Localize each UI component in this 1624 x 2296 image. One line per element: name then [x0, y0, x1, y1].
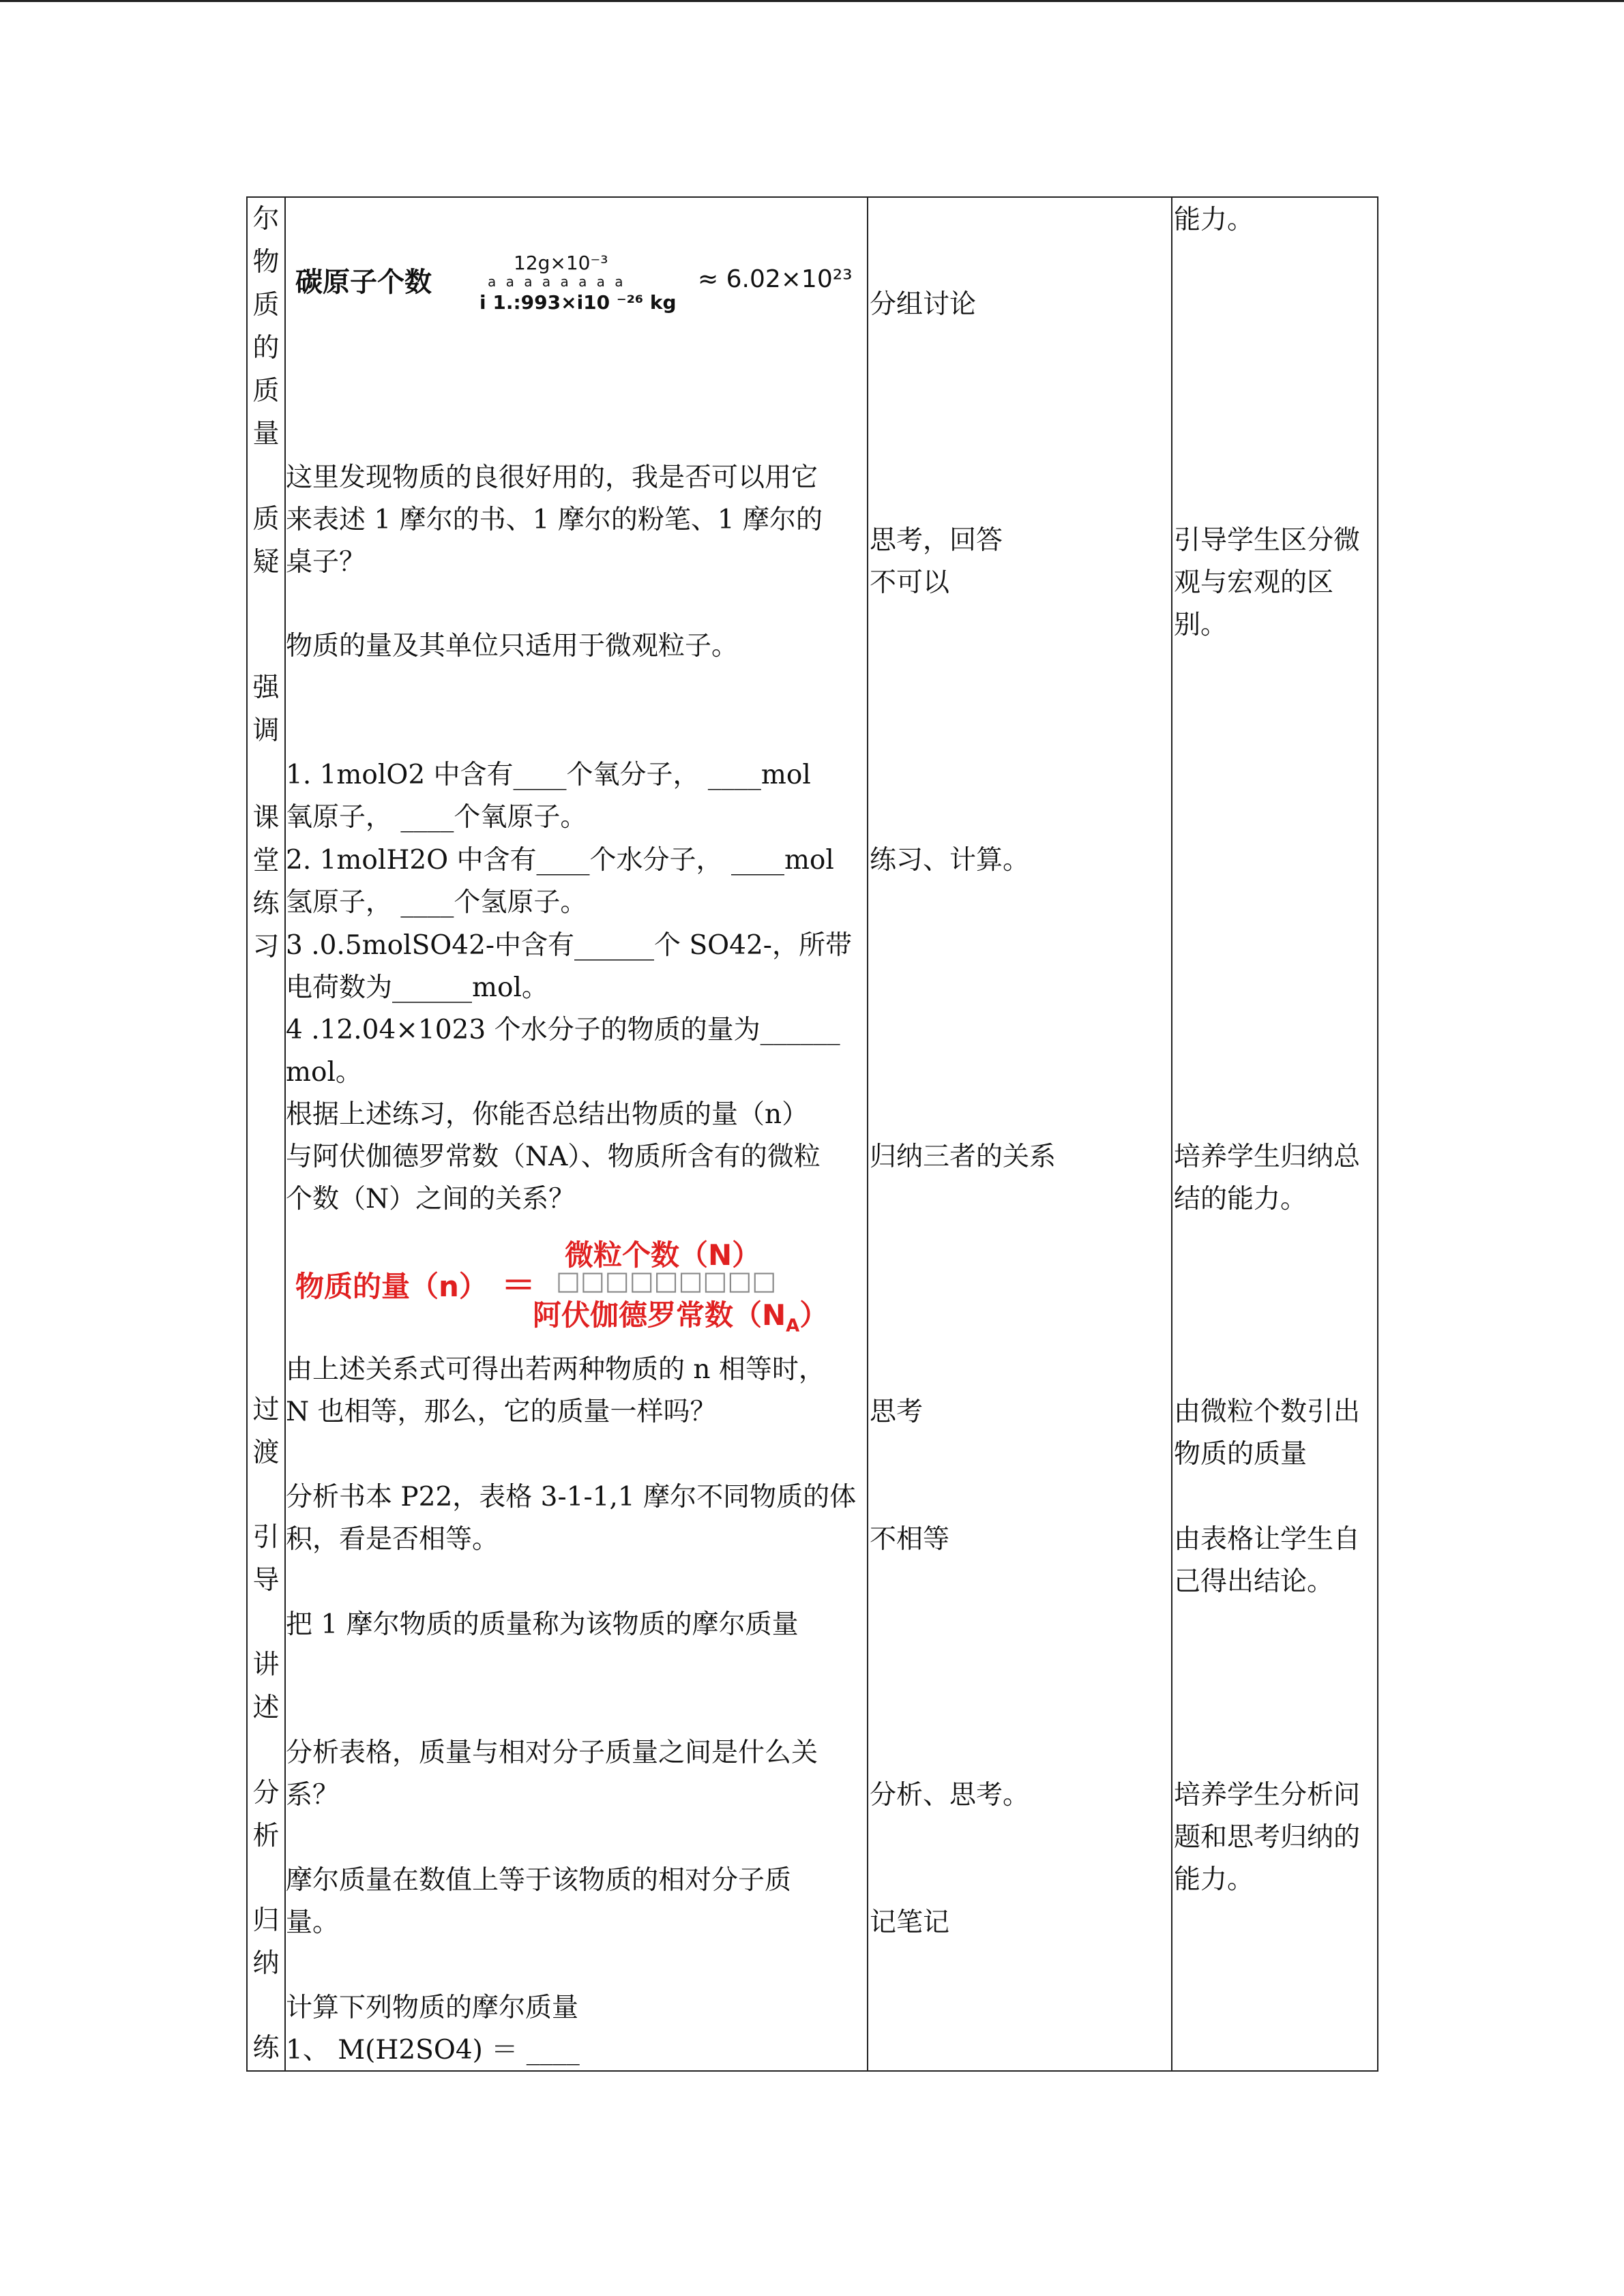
exercise-line: 2. 1molH2O 中含有____个水分子， ____mol: [286, 845, 834, 876]
student-activity: 分组讨论: [870, 289, 977, 320]
student-activity: 归纳三者的关系: [870, 1142, 1057, 1172]
page-top-border: [0, 0, 1624, 2]
section-label: 过 渡: [252, 1395, 280, 1468]
column-divider: [1171, 198, 1172, 2070]
analysis-question: 分析表格，质量与相对分子质量之间是什么关: [286, 1738, 818, 1768]
section-label: 讲 述: [252, 1650, 280, 1723]
exercise-line: 氢原子， ____个氢原子。: [286, 887, 587, 918]
student-activity: 练习、计算。: [870, 845, 1030, 876]
relation-numerator: 微粒个数（N）: [565, 1238, 761, 1272]
calculation-title: 计算下列物质的摩尔质量: [286, 1993, 579, 2023]
section-label: 强 调: [252, 672, 280, 746]
summary-question: 与阿伏伽德罗常数（NA）、物质所含有的微粒: [286, 1142, 821, 1172]
relation-denominator-subscript: A: [786, 1315, 800, 1337]
design-intent: 引导学生区分微: [1174, 525, 1361, 556]
design-intent: 培养学生分析问: [1174, 1780, 1361, 1810]
design-intent: 由表格让学生自: [1174, 1524, 1361, 1555]
formula-numerator: 12g×10⁻³: [514, 252, 608, 274]
summary-question: 根据上述练习，你能否总结出物质的量（n）: [286, 1099, 809, 1130]
question-line: 来表述 1 摩尔的书、1 摩尔的粉笔、1 摩尔的: [286, 505, 823, 535]
question-line: 桌子？: [286, 547, 366, 578]
exercise-line: 1. 1molO2 中含有____个氧分子， ____mol: [286, 760, 811, 790]
formula-dots: a a a a a a a a: [488, 273, 626, 290]
design-intent: 题和思考归纳的: [1174, 1822, 1361, 1853]
student-activity: 思考: [870, 1397, 924, 1427]
design-intent: 别。: [1174, 610, 1228, 640]
section-label: 尔 物 质 的 质 量: [252, 204, 280, 449]
question-line: 这里发现物质的良很好用的，我是否可以用它: [286, 462, 818, 493]
design-intent: 物质的质量: [1174, 1439, 1308, 1470]
formula-label: 碳原子个数: [295, 267, 432, 298]
design-intent: 能力。: [1174, 1864, 1254, 1895]
calculation-item: 1、 M(H2SO4) ＝ ____: [286, 2035, 580, 2066]
design-intent: 己得出结论。: [1174, 1566, 1334, 1597]
design-intent: 观与宏观的区: [1174, 567, 1334, 598]
design-intent: 能力。: [1174, 205, 1254, 235]
section-label: 分 析: [252, 1778, 280, 1851]
student-activity: 不可以: [870, 567, 950, 598]
design-intent: 由微粒个数引出: [1174, 1397, 1361, 1427]
emphasis-text: 物质的量及其单位只适用于微观粒子。: [286, 631, 739, 661]
analysis-question: 系？: [286, 1780, 340, 1810]
section-label: 归 纳: [252, 1905, 280, 1979]
column-divider: [867, 198, 868, 2070]
analysis-line: 积，看是否相等。: [286, 1524, 499, 1555]
section-label: 引 导: [252, 1522, 280, 1596]
relation-denominator-text: 阿伏伽德罗常数（N: [533, 1298, 786, 1332]
conclusion-text: 摩尔质量在数值上等于该物质的相对分子质: [286, 1865, 792, 1896]
relation-left: 物质的量（n）: [295, 1270, 488, 1303]
exercise-line: 电荷数为______mol。: [286, 972, 548, 1003]
design-intent: 培养学生归纳总: [1174, 1142, 1361, 1172]
student-activity: 思考，回答: [870, 525, 1003, 556]
relation-denominator: [533, 1294, 828, 1347]
exercise-line: 3 .0.5molSO42-中含有______个 SO42-，所带: [286, 930, 852, 961]
section-label: 课 堂 练 习: [252, 803, 280, 962]
student-activity: 分析、思考。: [870, 1780, 1030, 1810]
relation-boxes: □□□□□□□□□: [556, 1266, 777, 1296]
formula-denominator: i 1.:993×i10 ⁻²⁶ kg: [479, 291, 677, 314]
exercise-line: 4 .12.04×1023 个水分子的物质的量为______: [286, 1015, 840, 1045]
definition-text: 把 1 摩尔物质的质量称为该物质的摩尔质量: [286, 1609, 799, 1640]
lesson-plan-table: [246, 196, 1378, 2072]
formula-result: ≈ 6.02×10²³: [698, 265, 853, 293]
student-activity: 不相等: [870, 1524, 950, 1555]
analysis-line: 分析书本 P22，表格 3-1-1,1 摩尔不同物质的体: [286, 1482, 857, 1512]
section-label: 质 疑: [252, 504, 280, 578]
transition-line: N 也相等，那么，它的质量一样吗？: [286, 1397, 717, 1427]
relation-equals: ＝: [501, 1266, 535, 1305]
summary-question: 个数（N）之间的关系？: [286, 1184, 576, 1214]
design-intent: 结的能力。: [1174, 1184, 1308, 1214]
section-label: 练: [252, 2033, 280, 2063]
relation-denominator-end: ）: [799, 1298, 829, 1332]
transition-line: 由上述关系式可得出若两种物质的 n 相等时，: [286, 1354, 825, 1385]
exercise-line: mol。: [286, 1057, 362, 1088]
student-activity: 记笔记: [870, 1907, 950, 1938]
conclusion-text: 量。: [286, 1907, 340, 1938]
exercise-line: 氧原子， ____个氧原子。: [286, 802, 587, 833]
